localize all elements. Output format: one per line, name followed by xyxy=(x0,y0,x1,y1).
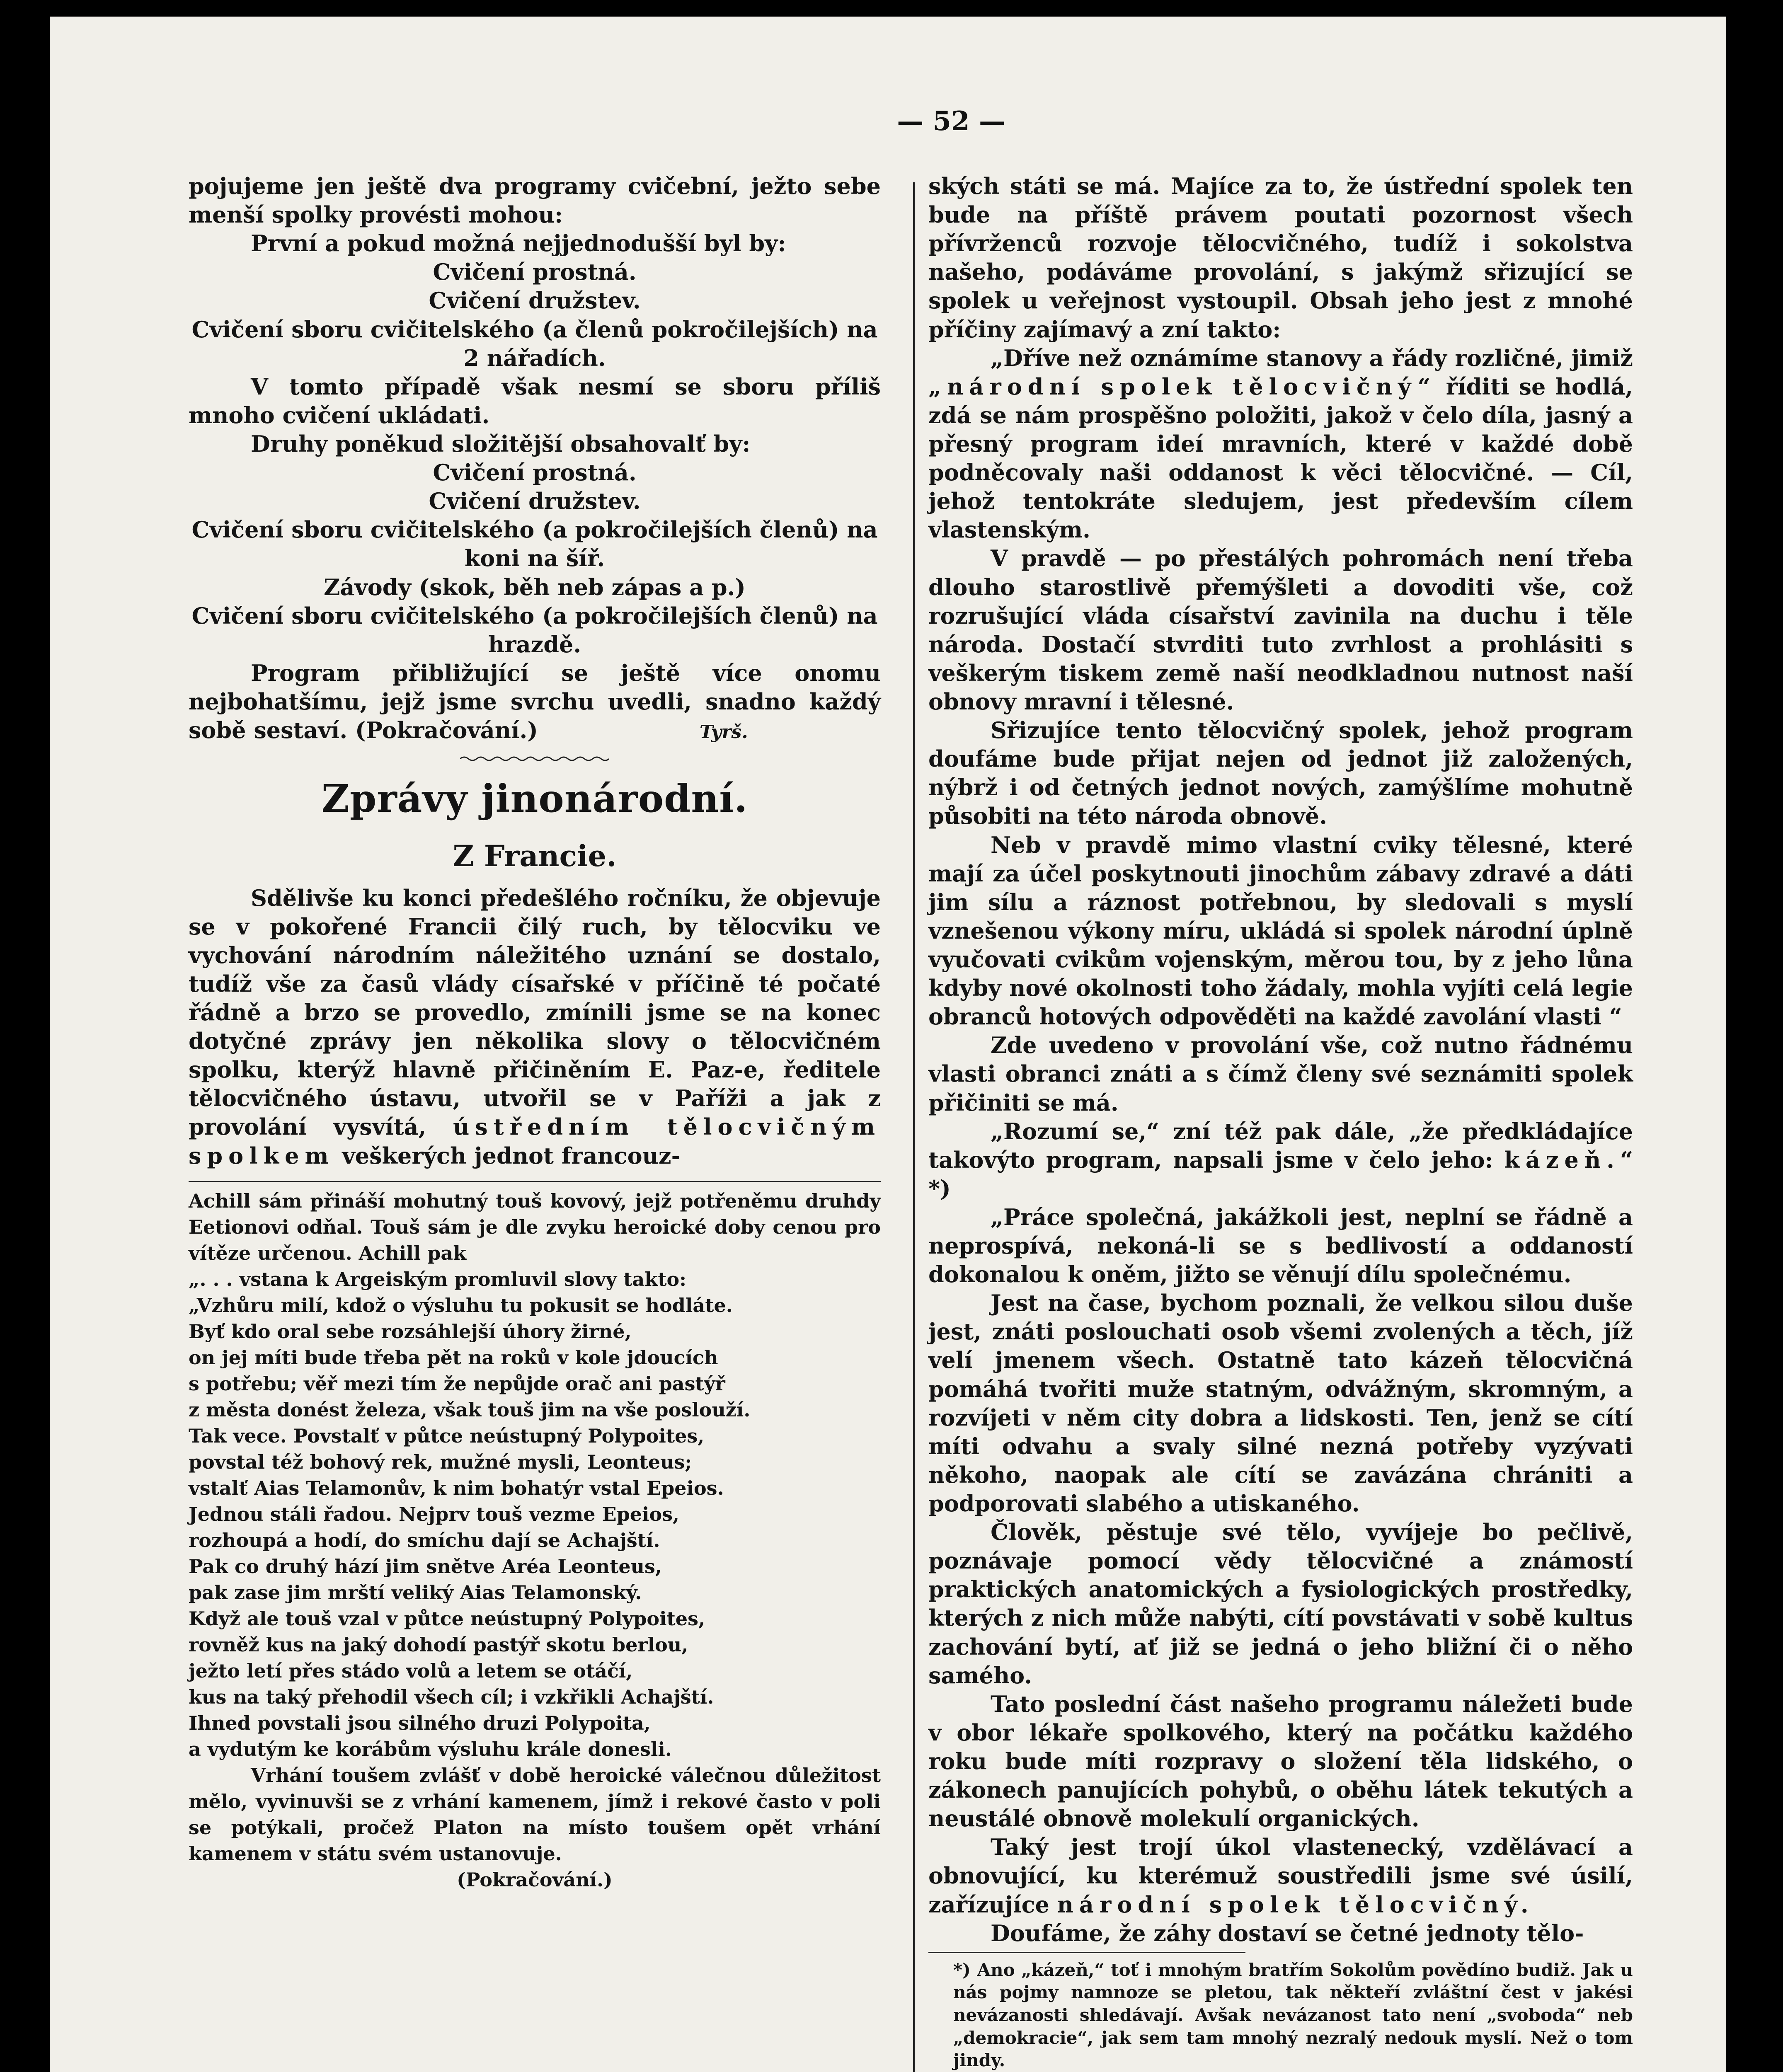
discipline-paragraph xyxy=(928,1117,1633,1203)
discipline-note-ref: “ *) xyxy=(928,1146,1633,1202)
page-number: — 52 — xyxy=(897,106,1005,137)
france-report-cont: veškerých jednot francouz- xyxy=(342,1142,681,1169)
right-column xyxy=(928,172,1633,2072)
footnote-body: Ano „kázeň,“ toť i mnohým bratřím Sokolům povědíno budiž. Jak u nás pojmy namnoze se pletou, tak někteří zvláštní čest v jakési nevázanosti shledávají. Avšak nevázanost tato není „svoboda“ neb „demokracie“, jak sem tam mnohý nezralý nedouk myslí. Než o tom jindy. xyxy=(953,1959,1633,2071)
program-two-item: Cvičení družstev. xyxy=(429,488,641,515)
right-paragraph: Sřizujíce tento tělocvičný spolek, jehož program doufáme bude přijat nejen od jednot již založených, nýbrž i od četných jednot nových, zamýšlíme mohutně působiti na této národa obnově. xyxy=(928,717,1633,830)
verse-line: kus na taký přehodil všech cíl; i vzkřikli Achajští. xyxy=(189,1685,714,1708)
program-two-item-long: Cvičení sboru cvičitelského (a pokročilejších členů) na hrazdě. xyxy=(191,602,878,658)
triple-task-paragraph xyxy=(928,1833,1633,1919)
right-paragraph: ských státi se má. Majíce za to, že ústřední spolek ten bude na příště právem poutati pozornost všech přívrženců rozvoje tělocvičného, tudíž i sokolstva našeho, podáváme provolání, s jakýmž sřizující se spolek u veřejnost vystoupil. Obsah jeho jest z mnohé příčiny zajímavý a zní takto: xyxy=(928,173,1633,343)
page xyxy=(50,17,1726,2072)
france-report xyxy=(189,884,881,1170)
program-one-item-long: Cvičení sboru cvičitelského (a členů pokročilejších) na 2 nářadích. xyxy=(191,316,878,371)
column-divider xyxy=(913,182,915,2072)
program-one-heading: První a pokud možná nejjednodušší byl by: xyxy=(251,230,786,257)
right-paragraph: Doufáme, že záhy dostaví se četné jednoty tělo- xyxy=(991,1920,1584,1946)
author-signature: Tyrš. xyxy=(699,721,748,743)
verse-line: a vydutým ke korábům výsluhu krále donesli. xyxy=(189,1738,672,1760)
national-association-name: „národní spolek tělocvičný“ xyxy=(928,373,1437,400)
section-heading: Zprávy jinonárodní. xyxy=(321,776,748,821)
central-association-name: ústředním tělocvičným spolkem xyxy=(189,1113,881,1169)
program-two-item-long: Cvičení sboru cvičitelského (a pokročilejších členů) na koni na šíř. xyxy=(191,516,878,572)
program-two-item: Cvičení prostná. xyxy=(433,459,637,486)
verse-block xyxy=(189,1266,881,1762)
triple-task-text: Taký jest trojí úkol vlastenecký, vzdělávací a obnovující, ku kterémuž soustředili jsme své úsilí, zařízujíce xyxy=(928,1834,1633,1918)
right-paragraph: Zde uvedeno v provolání vše, což nutno řádnému vlasti obranci znáti a s čímž členy své seznámiti spolek přičiniti se má. xyxy=(928,1032,1633,1116)
verse-line: „. . . vstana k Argeiským promluvil slovy takto: xyxy=(189,1268,687,1290)
program-intro: pojujeme jen ještě dva programy cvičební, ježto sebe menší spolky provésti mohou: xyxy=(189,173,881,228)
right-paragraph: Tato poslední část našeho programu náležeti bude v obor lékaře spolkového, který na počátku každého roku bude míti rozpravy o složení těla lidského, o zákonech panujících pohybů, o oběhu látek tekutých a neustálé obnově molekulí organických. xyxy=(928,1690,1633,1832)
verse-line: povstal též bohový rek, mužné mysli, Leonteus; xyxy=(189,1450,692,1473)
proclamation-text: „Dříve než oznámíme stanovy a řády rozličné, jimiž xyxy=(991,344,1633,371)
section-subheading: Z Francie. xyxy=(453,838,617,873)
right-paragraph: Člověk, pěstuje své tělo, vyvíjeje bo pečlivě, poznávaje pomocí vědy tělocvičné a známostí praktických anatomických a fysiologických prostředky, kterých z nich může nabýti, cítí povstávati v sobě kultus zachování bytí, ať již se jedná o jeho bližní či o něho samého. xyxy=(928,1519,1633,1689)
right-paragraph: V pravdě — po přestálých pohromách není třeba dlouho starostlivě přemýšleti a dovoditi vše, což rozrušující vláda císařství zavinila na duchu i těle národa. Dostačí stvrditi tuto zvrhlost a prohlásiti s veškerým tiskem země naší neodkladnou nutnost naší obnovy mravní i tělesné. xyxy=(928,545,1633,715)
discipline-word: kázeň. xyxy=(1504,1146,1620,1173)
program-one-note: V tomto případě však nesmí se sboru příliš mnoho cvičení ukládati. xyxy=(189,373,881,428)
verse-line: rozhoupá a hodí, do smíchu dají se Achajští. xyxy=(189,1529,660,1552)
verse-line: Byť kdo oral sebe rozsáhlejší úhory žirné, xyxy=(189,1320,632,1343)
program-closing xyxy=(189,659,881,745)
right-footnote xyxy=(953,1959,1633,2072)
verse-line: on jej míti bude třeba pět na roků v kole jdoucích xyxy=(189,1346,718,1369)
verse-line: Když ale touš vzal v půtce neústupný Polypoites, xyxy=(189,1607,705,1630)
national-association-name: národní spolek tělocvičný. xyxy=(1057,1891,1534,1918)
program-one-item: Cvičení prostná. xyxy=(433,259,637,286)
verse-line: rovněž kus na jaký dohodí pastýř skotu berlou, xyxy=(189,1633,688,1656)
verse-line: s potřebu; věř mezi tím že nepůjde orač ani pastýř xyxy=(189,1372,725,1395)
verse-line: pak zase jim mrští veliký Aias Telamonský. xyxy=(189,1581,642,1604)
proclamation-start xyxy=(928,344,1633,545)
program-one-item: Cvičení družstev. xyxy=(429,287,641,314)
program-two-heading: Druhy poněkud složitější obsahovalť by: xyxy=(251,430,751,457)
verse-line: „Vzhůru milí, kdož o výsluhu tu pokusit se hodláte. xyxy=(189,1294,733,1317)
footnote-rule xyxy=(189,1181,881,1182)
footnote-marker: *) xyxy=(953,1959,971,1980)
verse-line: z města donést železa, však touš jim na vše poslouží. xyxy=(189,1398,751,1421)
verse-line: Ihned povstali jsou silného druzi Polypoita, xyxy=(189,1711,651,1734)
verse-line: Jednou stáli řadou. Nejprv touš vezme Epeios, xyxy=(189,1503,680,1525)
program-two-races: Závody (skok, běh neb zápas a p.) xyxy=(324,574,746,600)
verse-line: vstalť Aias Telamonův, k nim bohatýr vstal Epeios. xyxy=(189,1477,724,1499)
verse-line: Tak vece. Povstalť v půtce neústupný Polypoites, xyxy=(189,1424,705,1447)
footnote-intro: Achill sám přináší mohutný touš kovový, jejž potřeněmu druhdy Eetionovi odňal. Touš sám je dle zvyku heroické doby cenou pro vítěze určenou. Achill pak xyxy=(189,1189,881,1264)
footnote-outro: Vrhání toušem zvlášť v době heroické válečnou důležitost mělo, vyvinuvši se z vrhání kamenem, jímž i rekové často v poli se potýkali, pročež Platon na místo toušem opět vrhání kamenem v státu svém ustanovuje. xyxy=(189,1764,881,1865)
wavy-separator xyxy=(460,755,609,762)
france-report-text: Sdělivše ku konci předešlého ročníku, že objevuje se v pokořené Francii čilý ruch, by tělocviku ve vychování národním náležitého uznání se dostalo, tudíž vše za časů vlády císařské v příčině té počaté řádně a brzo se provedlo, zmínili jsme se na konec dotyčné zprávy jen několika slovy o tělocvičném spolku, kterýž hlavně přičiněním E. Paz-e, ředitele tělocvičného ústavu, utvořil se v Paříži a jak z provolání vysvítá, xyxy=(189,884,881,1140)
right-paragraph: Jest na čase, bychom poznali, že velkou silou duše jest, znáti poslouchati osob všemi zvolených a těch, jíž velí jmenem všech. Ostatně tato kázeň tělocvičná pomáhá tvořiti muže statným, odvážným, skromným, a rozvíjeti v něm city dobra a lidskosti. Ten, jenž se cítí míti odvahu a svaly silné nezná potřeby vyzývati někoho, naopak ale cítí se zavázána chrániti a podporovati slabého a utiskaného. xyxy=(928,1290,1633,1517)
left-column xyxy=(189,172,881,1893)
right-paragraph: „Práce společná, jakážkoli jest, neplní se řádně a neprospívá, nekoná-li se s bedlivostí a oddaností dokonalou k oněm, jižto se věnují dílu společnému. xyxy=(928,1203,1633,1288)
right-footnote-text xyxy=(953,1959,1633,2072)
footnote-continued: (Pokračování.) xyxy=(457,1869,613,1891)
proclamation-cont: říditi se hodlá, zdá se nám prospěšno položiti, jakož v čelo díla, jasný a přesný program ideí mravních, které v každé době podněcovaly naši oddanost k věci tělocvičné. — Cíl, jehož tentokráte sledujem, jest především cílem vlastenským. xyxy=(928,373,1633,543)
verse-line: Pak co druhý hází jim snětve Aréa Leonteus, xyxy=(189,1555,662,1578)
discipline-text: „Rozumí se,“ zní též pak dále, „že předkládajíce takovýto program, napsali jsme v čelo jeho: xyxy=(928,1118,1633,1173)
right-paragraph: Neb v pravdě mimo vlastní cviky tělesné, které mají za účel poskytnouti jinochům zábavy zdravé a dáti jim sílu a ráznost potřebnou, by sledovali s myslí vznešenou výkony míru, ukládá si spolek národní úplně vyučovati cvikům vojenským, měrou tou, by z jeho lůna kdyby nové okolnosti toho žádaly, mohla vyjíti celá legie obranců hotových odpověděti na každé zavolání vlasti “ xyxy=(928,831,1633,1030)
left-footnote xyxy=(189,1188,881,1893)
verse-line: ježto letí přes stádo volů a letem se otáčí, xyxy=(189,1659,633,1682)
footnote-rule xyxy=(928,1952,1245,1953)
program-closing-text: Program přibližující se ještě více onomu nejbohatšímu, jejž jsme svrchu uvedli, snadno každý sobě sestaví. (Pokračování.) xyxy=(189,659,881,744)
